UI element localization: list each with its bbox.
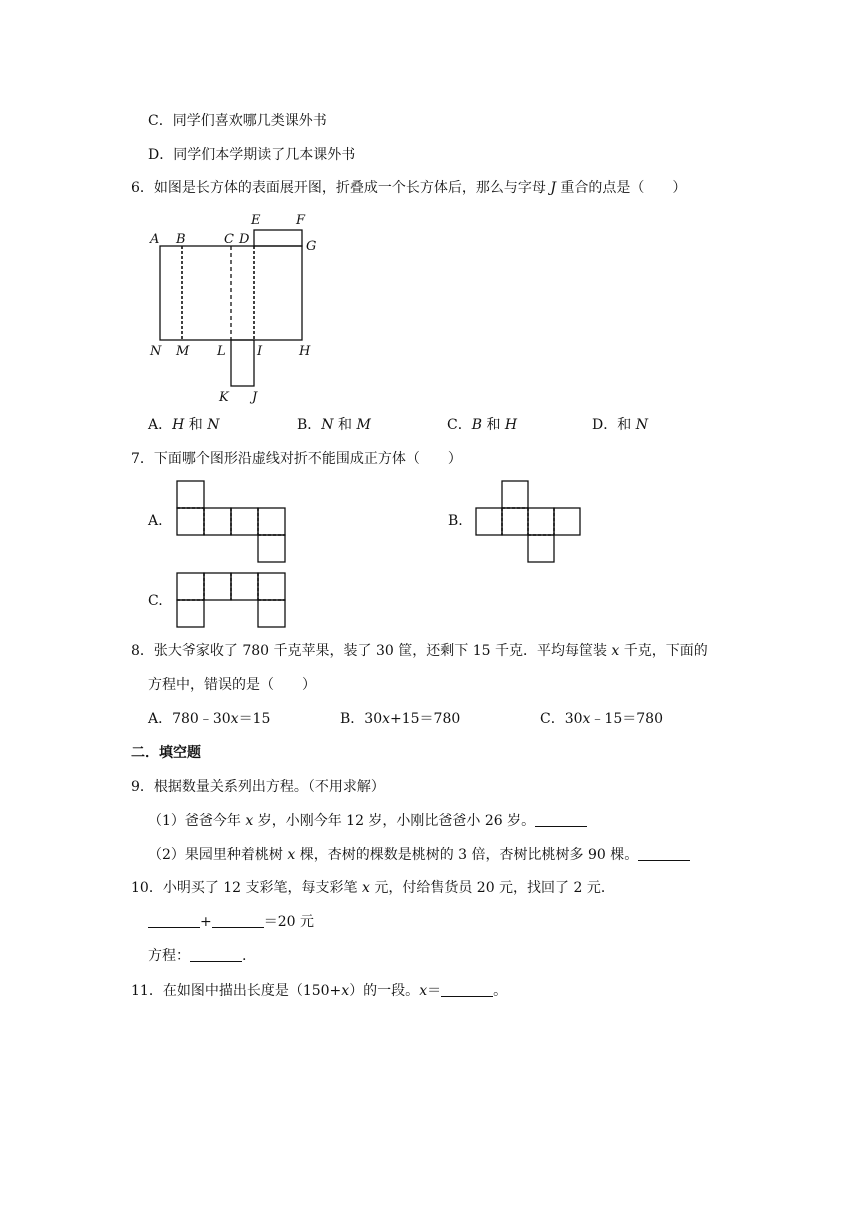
q8-option-b-var: x: [382, 711, 391, 727]
q9-sub1-var: x: [245, 813, 254, 829]
label-h: H: [299, 344, 311, 359]
label-b: B: [176, 232, 186, 247]
q7-option-c-label[interactable]: C.: [148, 593, 163, 609]
q6-option-b[interactable]: [297, 415, 371, 435]
q10-period: .: [242, 948, 247, 964]
q6-option-c-prefix: C．: [447, 417, 472, 433]
q10-stem-b: 元，付给售货员 20 元，找回了 2 元．: [369, 880, 615, 896]
q9-sub2-b: 棵，杏树的棵数是桃树的 3 倍，杏树比桃树多 90 棵。: [295, 847, 639, 863]
label-a: A: [150, 232, 160, 247]
q10-equals: ＝20 元: [263, 914, 314, 930]
q9-sub1-b: 岁，小刚今年 12 岁，小刚比爸爸小 26 岁。: [253, 813, 536, 829]
q6-stem-prefix: 6．如图是长方体的表面展开图，折叠成一个长方体后，那么与字母: [131, 180, 551, 196]
q6-option-b-letter2: M: [356, 417, 371, 433]
option-c-prev: C．同学们喜欢哪几类课外书: [148, 113, 327, 129]
question-9-sub1: [148, 811, 587, 831]
q11-stem-b: ）的一段。: [349, 983, 420, 999]
q10-equation-label: 方程：: [148, 948, 190, 964]
q6-option-c-letter2: H: [504, 417, 518, 433]
q6-option-d[interactable]: [592, 415, 648, 435]
q10-plus: +: [200, 914, 212, 930]
q8-line1-a: 8．张大爷家收了 780 千克苹果，装了 30 筐，还剩下 15 千克．平均每筐装: [131, 643, 612, 659]
question-10-stem: [131, 878, 615, 898]
label-g: G: [306, 239, 317, 254]
label-f: F: [296, 213, 306, 228]
q6-option-a-mid: 和: [184, 417, 208, 433]
question-10-expression: [148, 912, 314, 932]
q10-blank-1[interactable]: [148, 913, 200, 928]
q7-option-b-label[interactable]: B.: [448, 513, 463, 529]
q7-option-a-label[interactable]: A.: [148, 513, 163, 529]
q6-stem-letter: J: [550, 180, 556, 196]
q6-option-c-mid: 和: [482, 417, 505, 433]
q6-option-d-prefix: D．: [592, 417, 618, 433]
q7-net-a: [176, 480, 288, 564]
q8-option-a[interactable]: [148, 709, 270, 729]
question-11-stem: [131, 981, 507, 1001]
q8-option-b-b: +15＝780: [390, 711, 461, 727]
q11-answer-blank[interactable]: [441, 982, 493, 997]
q9-sub2-a: （2）果园里种着桃树: [148, 847, 288, 863]
q11-end: 。: [493, 983, 508, 999]
label-i: I: [257, 344, 263, 359]
label-k: K: [219, 390, 229, 405]
q8-option-b[interactable]: [340, 709, 460, 729]
q11-stem-var: x: [341, 983, 350, 999]
q8-option-a-var: x: [230, 711, 239, 727]
q8-option-a-a: A．780﹣30: [148, 711, 231, 727]
q10-stem-a: 10．小明买了 12 支彩笔，每支彩笔: [131, 880, 362, 896]
q6-option-c-letter1: B: [471, 417, 483, 433]
q8-option-c-var: x: [582, 711, 591, 727]
label-j: J: [252, 390, 258, 405]
q11-eq: ＝: [427, 983, 442, 999]
q6-option-a-letter2: N: [207, 417, 220, 433]
q6-option-b-prefix: B．: [297, 417, 322, 433]
q9-sub1-a: （1）爸爸今年: [148, 813, 246, 829]
q8-option-c-b: ﹣15＝780: [590, 711, 663, 727]
q6-stem-suffix: 重合的点是（ ）: [555, 180, 687, 196]
q9-sub1-answer-blank[interactable]: [535, 812, 587, 827]
q8-option-a-b: ＝15: [238, 711, 271, 727]
label-d: D: [239, 232, 250, 247]
label-n: N: [150, 344, 162, 359]
net-top-flap: [254, 230, 302, 246]
q8-option-c-a: C．30: [540, 711, 583, 727]
section-2-title: 二．填空题: [131, 745, 201, 761]
q6-option-a[interactable]: [148, 415, 220, 435]
q7-net-b: [475, 480, 585, 564]
question-8-line1: [131, 641, 708, 661]
question-6-stem: [131, 178, 686, 198]
q8-line1-var: x: [611, 643, 620, 659]
label-e: E: [251, 213, 261, 228]
question-8-line2: 方程中，错误的是（ ）: [148, 677, 316, 693]
q8-option-c[interactable]: [540, 709, 663, 729]
question-9-stem: 9．根据数量关系列出方程。（不用求解）: [131, 779, 385, 795]
q6-option-a-prefix: A．: [148, 417, 173, 433]
q9-sub2-answer-blank[interactable]: [638, 846, 690, 861]
option-d-prev: D．同学们本学期读了几本课外书: [148, 147, 356, 163]
label-c: C: [224, 232, 234, 247]
q6-option-b-letter1: N: [321, 417, 334, 433]
question-7-stem: 7．下面哪个图形沿虚线对折不能围成正方体（ ）: [131, 451, 462, 467]
q6-option-c[interactable]: [447, 415, 517, 435]
label-l: L: [217, 344, 226, 359]
question-9-sub2: [148, 845, 690, 865]
question-10-equation: [148, 946, 246, 966]
q9-sub2-var: x: [287, 847, 296, 863]
q11-var2: x: [419, 983, 428, 999]
q7-net-c: [176, 572, 288, 630]
cuboid-net-figure: [145, 208, 325, 408]
net-bottom-flap: [231, 340, 254, 386]
q10-equation-blank[interactable]: [190, 947, 242, 962]
q6-option-a-letter1: H: [172, 417, 185, 433]
q6-option-d-letter2: N: [635, 417, 648, 433]
q10-blank-2[interactable]: [212, 913, 264, 928]
q11-stem-a: 11．在如图中描出长度是（150+: [131, 983, 342, 999]
label-m: M: [176, 344, 190, 359]
q6-option-b-mid: 和: [333, 417, 357, 433]
q8-line1-b: 千克，下面的: [619, 643, 708, 659]
q6-option-d-mid: 和: [617, 417, 636, 433]
q8-option-b-a: B．30: [340, 711, 383, 727]
q10-stem-var: x: [361, 880, 370, 896]
